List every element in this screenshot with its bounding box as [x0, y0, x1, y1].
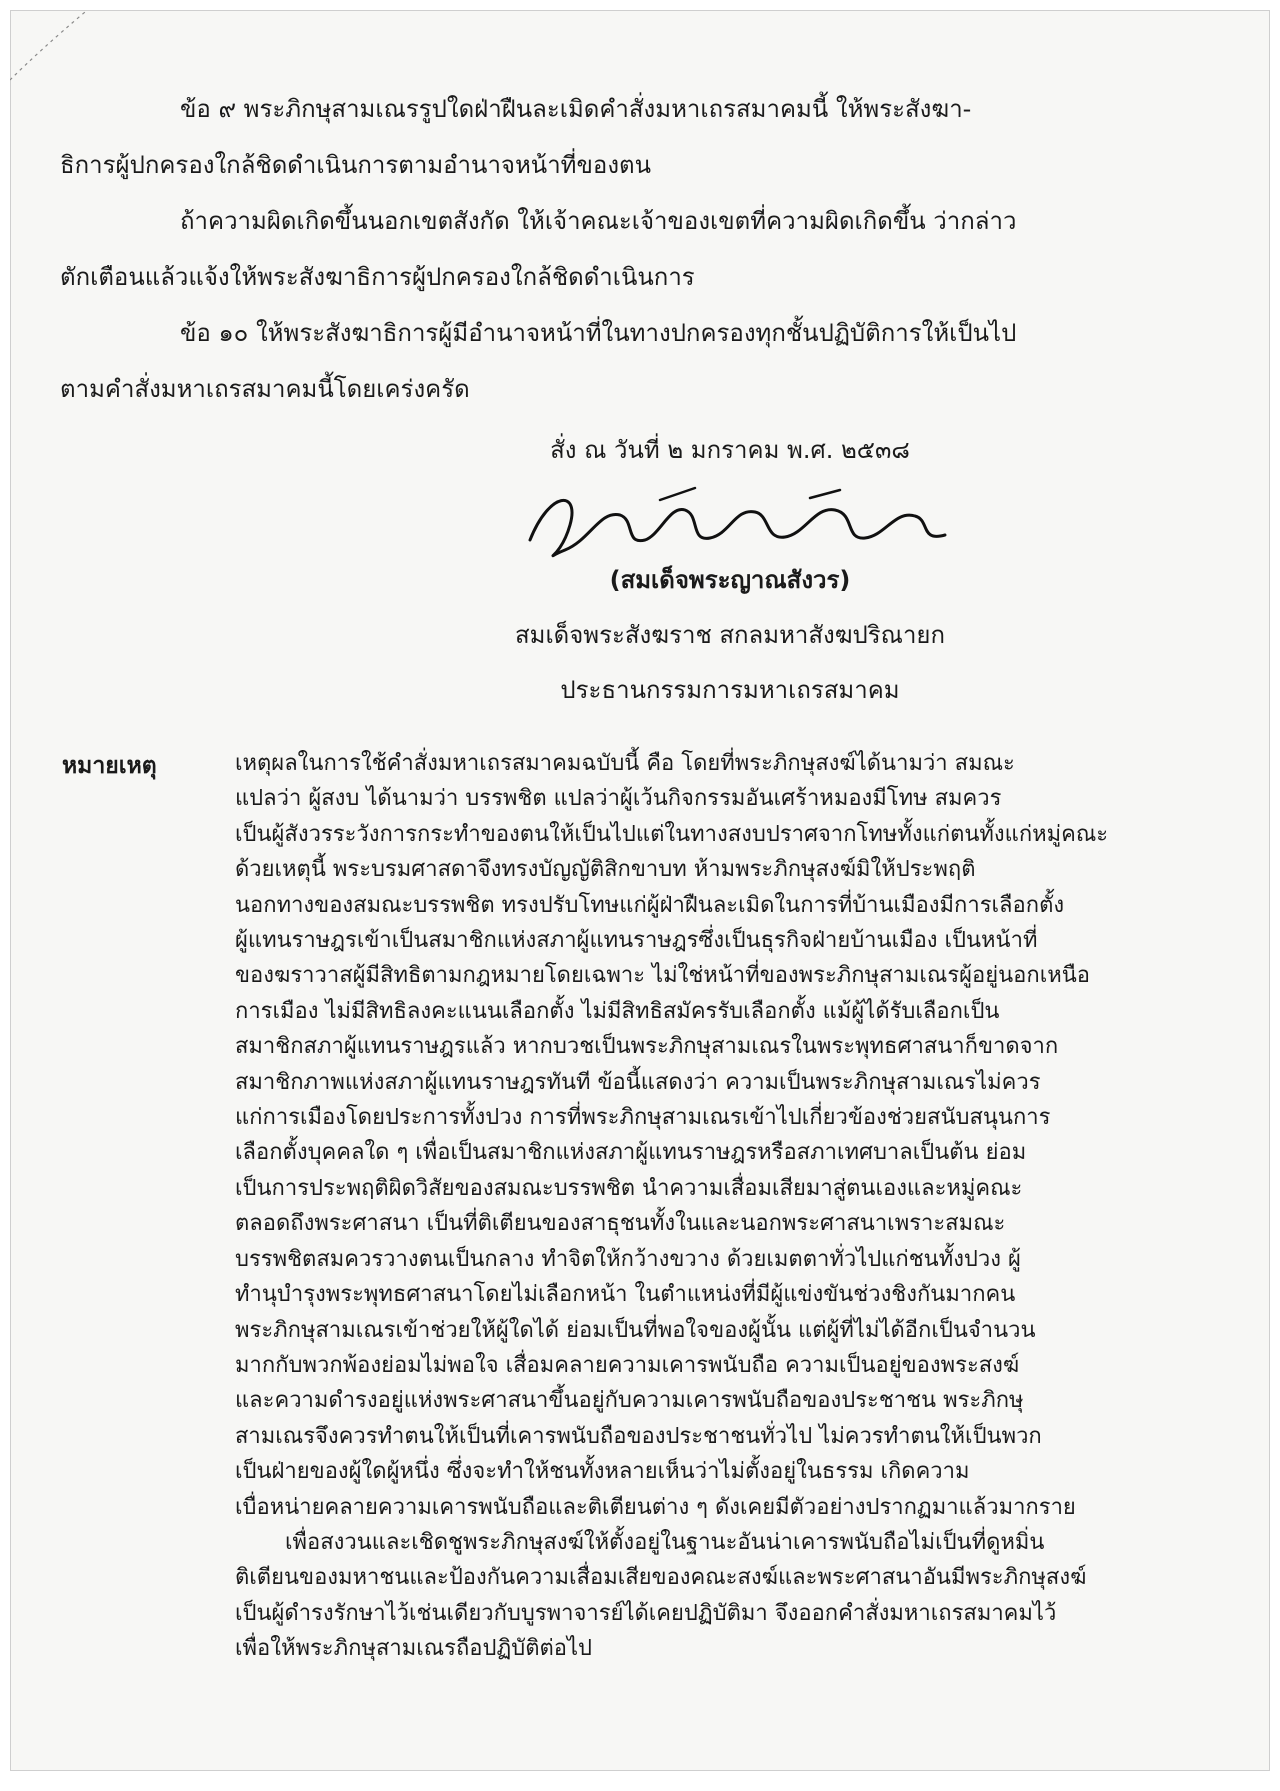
- notes-line: สมาชิกภาพแห่งสภาผู้แทนราษฎรทันที ข้อนี้แสดงว่า ความเป็นพระภิกษุสามเณรไม่ควร: [235, 1069, 1041, 1095]
- handwritten-signature: [510, 480, 970, 570]
- notes-line: มากกับพวกพ้องย่อมไม่พอใจ เสื่อมคลายความเคารพนับถือ ความเป็นอยู่ของพระสงฆ์: [235, 1352, 1020, 1378]
- notes-line: สมาชิกสภาผู้แทนราษฎรแล้ว หากบวชเป็นพระภิกษุสามเณรในพระพุทธศาสนาก็ขาดจาก: [235, 1034, 1059, 1060]
- signatory-name: (สมเด็จพระญาณสังวร): [609, 566, 851, 594]
- notes-body: [235, 746, 1225, 1667]
- notes-line: แก่การเมืองโดยประการทั้งปวง การที่พระภิกษุสามเณรเข้าไปเกี่ยวข้องช่วยสนับสนุนการ: [235, 1105, 1051, 1131]
- notes-line: สามเณรจึงควรทำตนให้เป็นที่เคารพนับถือของประชาชนทั่วไป ไม่ควรทำตนให้เป็นพวก: [235, 1423, 1042, 1449]
- notes-line: นอกทางของสมณะบรรพชิต ทรงปรับโทษแก่ผู้ฝ่าฝืนละเมิดในการที่บ้านเมืองมีการเลือกตั้ง: [235, 892, 1065, 918]
- notes-line: เป็นการประพฤติผิดวิสัยของสมณะบรรพชิต นำความเสื่อมเสียมาสู่ตนเองและหมู่คณะ: [235, 1175, 1023, 1201]
- notes-line: เป็นผู้สังวรระวังการกระทำของตนให้เป็นไปแต่ในทางสงบปราศจากโทษทั้งแก่ตนทั้งแก่หมู่คณะ: [235, 821, 1109, 847]
- notes-line: ผู้แทนราษฎรเข้าเป็นสมาชิกแห่งสภาผู้แทนราษฎรซึ่งเป็นธุรกิจฝ่ายบ้านเมือง เป็นหน้าที่: [235, 928, 1038, 954]
- signatory-title1: สมเด็จพระสังฆราช สกลมหาสังฆปริณายก: [514, 621, 946, 649]
- signature-date: สั่ง ณ วันที่ ๒ มกราคม พ.ศ. ๒๕๓๘: [550, 436, 910, 464]
- scan-artifact: [10, 10, 100, 100]
- notes-line: เลือกตั้งบุคคลใด ๆ เพื่อเป็นสมาชิกแห่งสภาผู้แทนราษฎรหรือสภาเทศบาลเป็นต้น ย่อม: [235, 1140, 1027, 1166]
- notes-label: หมายเหตุ: [62, 753, 157, 779]
- clause10-line2: ตามคำสั่งมหาเถรสมาคมนี้โดยเคร่งครัด: [60, 375, 470, 403]
- document-page: [10, 10, 1270, 1771]
- notes-line: แปลว่า ผู้สงบ ได้นามว่า บรรพชิต แปลว่าผู้เว้นกิจกรรมอันเศร้าหมองมีโทษ สมควร: [235, 786, 1002, 812]
- notes-line: ตลอดถึงพระศาสนา เป็นที่ติเตียนของสาธุชนทั้งในและนอกพระศาสนาเพราะสมณะ: [235, 1211, 1006, 1237]
- notes-line: บรรพชิตสมควรวางตนเป็นกลาง ทำจิตให้กว้างขวาง ด้วยเมตตาทั่วไปแก่ชนทั้งปวง ผู้: [235, 1246, 1021, 1272]
- notes-line: ทำนุบำรุงพระพุทธศาสนาโดยไม่เลือกหน้า ในตำแหน่งที่มีผู้แข่งขันช่วงชิงกันมากคน: [235, 1282, 1016, 1308]
- notes-para2-line: เป็นผู้ดำรงรักษาไว้เช่นเดียวกับบูรพาจารย์ได้เคยปฏิบัติมา จึงออกคำสั่งมหาเถรสมาคมไว้: [235, 1600, 1057, 1626]
- notes-line: เหตุผลในการใช้คำสั่งมหาเถรสมาคมฉบับนี้ คือ โดยที่พระภิกษุสงฆ์ได้นามว่า สมณะ: [235, 751, 1015, 776]
- notes-line: ของฆราวาสผู้มีสิทธิตามกฎหมายโดยเฉพาะ ไม่ใช่หน้าที่ของพระภิกษุสามเณรผู้อยู่นอกเหนือ: [235, 963, 1090, 989]
- notes-line: และความดำรงอยู่แห่งพระศาสนาขึ้นอยู่กับความเคารพนับถือของประชาชน พระภิกษุ: [235, 1388, 1024, 1414]
- outside-jurisdiction-line2: ตักเตือนแล้วแจ้งให้พระสังฆาธิการผู้ปกครองใกล้ชิดดำเนินการ: [60, 263, 695, 291]
- notes-line: พระภิกษุสามเณรเข้าช่วยให้ผู้ใดได้ ย่อมเป็นที่พอใจของผู้นั้น แต่ผู้ที่ไม่ได้อีกเป็นจำนวน: [235, 1317, 1036, 1343]
- notes-line: การเมือง ไม่มีสิทธิลงคะแนนเลือกตั้ง ไม่มีสิทธิสมัครรับเลือกตั้ง แม้ผู้ได้รับเลือกเป็น: [235, 998, 1000, 1024]
- clause9-line2: ธิการผู้ปกครองใกล้ชิดดำเนินการตามอำนาจหน้าที่ของตน: [60, 151, 652, 179]
- clause9-line1: ข้อ ๙ พระภิกษุสามเณรรูปใดฝ่าฝืนละเมิดคำสั่งมหาเถรสมาคมนี้ ให้พระสังฆา-: [180, 95, 972, 123]
- signatory-title2: ประธานกรรมการมหาเถรสมาคม: [560, 676, 900, 704]
- clause10-line1: ข้อ ๑๐ ให้พระสังฆาธิการผู้มีอำนาจหน้าที่ในทางปกครองทุกชั้นปฏิบัติการให้เป็นไป: [180, 319, 1017, 347]
- notes-line: เป็นฝ่ายของผู้ใดผู้หนึ่ง ซึ่งจะทำให้ชนทั้งหลายเห็นว่าไม่ตั้งอยู่ในธรรม เกิดความ: [235, 1459, 970, 1485]
- outside-jurisdiction-line1: ถ้าความผิดเกิดขึ้นนอกเขตสังกัด ให้เจ้าคณะเจ้าของเขตที่ความผิดเกิดขึ้น ว่ากล่าว: [180, 207, 1017, 235]
- notes-para2-line: เพื่อสงวนและเชิดชูพระภิกษุสงฆ์ให้ตั้งอยู่ในฐานะอันน่าเคารพนับถือไม่เป็นที่ดูหมิ่น: [285, 1529, 1045, 1555]
- notes-line: ด้วยเหตุนี้ พระบรมศาสดาจึงทรงบัญญัติสิกขาบท ห้ามพระภิกษุสงฆ์มิให้ประพฤติ: [235, 857, 976, 883]
- notes-para2-line: ติเตียนของมหาชนและป้องกันความเสื่อมเสียของคณะสงฆ์และพระศาสนาอันมีพระภิกษุสงฆ์: [235, 1565, 1087, 1591]
- notes-para2-line: เพื่อให้พระภิกษุสามเณรถือปฏิบัติต่อไป: [235, 1636, 593, 1662]
- notes-line: เบื่อหน่ายคลายความเคารพนับถือและติเตียนต่าง ๆ ดังเคยมีตัวอย่างปรากฏมาแล้วมากราย: [235, 1494, 1076, 1520]
